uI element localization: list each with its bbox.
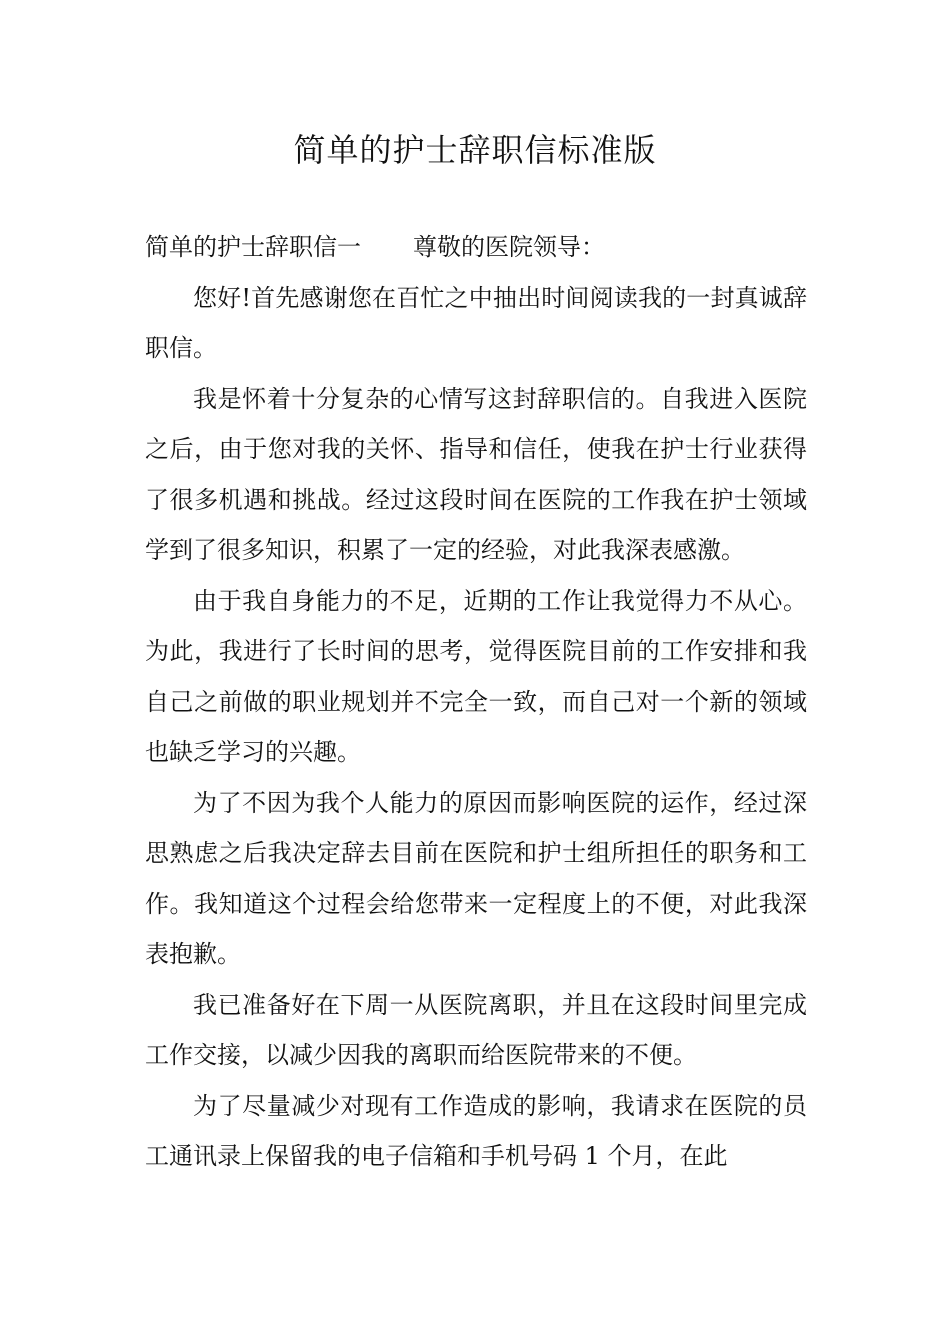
- letter-body: [145, 222, 807, 1182]
- letter-opening-line: [145, 222, 807, 273]
- paragraph-gratitude: 我是怀着十分复杂的心情写这封辞职信的。自我进入医院之后，由于您对我的关怀、指导和信任，使我在护士行业获得了很多机遇和挑战。经过这段时间在医院的工作我在护士领域学到了很多知识，积累了一定的经验，对此我深表感激。: [145, 384, 807, 564]
- document-title: 简单的护士辞职信标准版: [293, 131, 657, 169]
- paragraph-handover: 我已准备好在下周一从医院离职，并且在这段时间里完成工作交接，以减少因我的离职而给医院带来的不便。: [145, 990, 807, 1069]
- paragraph-contact-request: 为了尽量减少对现有工作造成的影响，我请求在医院的员工通讯录上保留我的电子信箱和手机号码 1 个月，在此: [145, 1091, 807, 1170]
- salutation: 尊敬的医院领导：: [413, 233, 605, 261]
- paragraph-greeting: 您好!首先感谢您在百忙之中抽出时间阅读我的一封真诚辞职信。: [145, 283, 807, 362]
- paragraph-decision: 为了不因为我个人能力的原因而影响医院的运作，经过深思熟虑之后我决定辞去目前在医院和护士组所担任的职务和工作。我知道这个过程会给您带来一定程度上的不便，对此我深表抱歉。: [145, 788, 807, 968]
- intro-heading: 简单的护士辞职信一: [145, 233, 361, 261]
- paragraph-reason: 由于我自身能力的不足，近期的工作让我觉得力不从心。为此，我进行了长时间的思考，觉得医院目前的工作安排和我自己之前做的职业规划并不完全一致，而自己对一个新的领域也缺乏学习的兴趣。: [145, 586, 807, 766]
